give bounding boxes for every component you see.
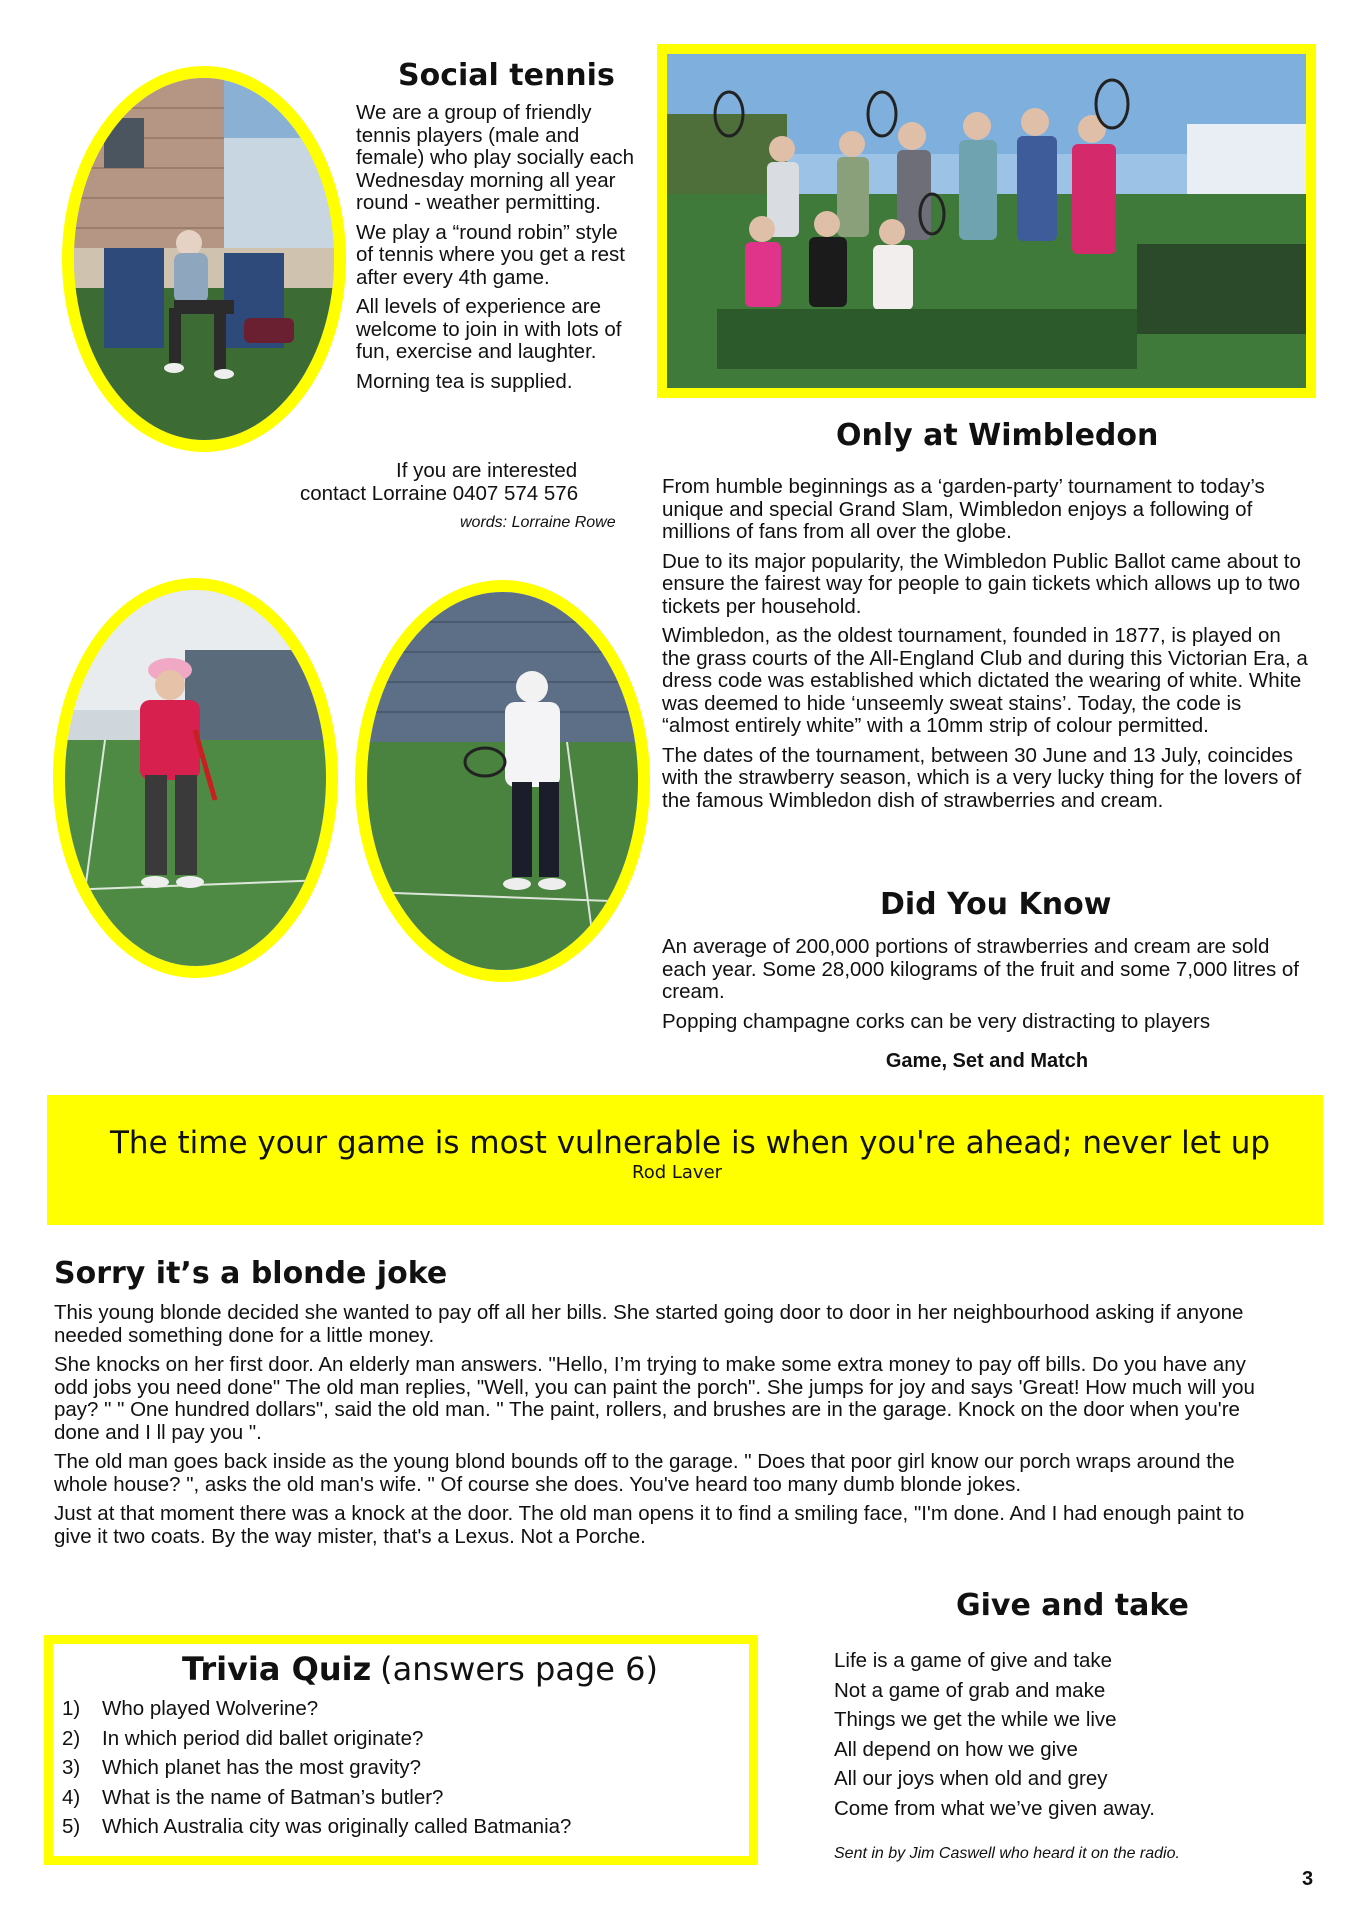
- trivia-question-text: Which planet has the most gravity?: [102, 1756, 422, 1779]
- wimbledon-title: Only at Wimbledon: [836, 418, 1159, 453]
- trivia-question: [62, 1724, 571, 1754]
- quote-author: Rod Laver: [632, 1162, 723, 1183]
- social-contact-line-1: If you are interested: [396, 459, 578, 482]
- wimbledon-paragraph: The dates of the tournament, between 30 June and 13 July, coincides with the strawberry season, which is a very lucky thing for the lovers of the famous Wimbledon dish of strawberries and cream.: [662, 743, 1302, 812]
- poem-line: Come from what we’ve given away.: [834, 1796, 1155, 1820]
- wimbledon-paragraph: Wimbledon, as the oldest tournament, founded in 1877, is played on the grass courts of the All-England Club and during this Victorian Era, a dress code was established which dictated the wearing of white. White was deemed to hide ‘unseemly sweat stains’. Today, the code is “almost entirely white” with a 10mm strip of colour permitted.: [662, 624, 1308, 737]
- social-credit: words: Lorraine Rowe: [460, 514, 616, 531]
- social-paragraph: Morning tea is supplied.: [356, 369, 573, 393]
- trivia-title-main: Trivia Quiz: [182, 1650, 372, 1688]
- trivia-question-number: 2): [62, 1726, 81, 1750]
- trivia-question-text: Who played Wolverine?: [102, 1697, 319, 1720]
- social-tennis-text: [356, 102, 638, 400]
- did-you-know-title: Did You Know: [880, 887, 1112, 922]
- give-and-take-title: Give and take: [956, 1588, 1189, 1623]
- social-contact-line-2: contact Lorraine 0407 574 576: [300, 482, 579, 505]
- trivia-question: [62, 1694, 571, 1724]
- poem-line: All our joys when old and grey: [834, 1767, 1108, 1790]
- page-number: 3: [1302, 1868, 1314, 1890]
- quote-text: The time your game is most vulnerable is when you're ahead; never let up: [110, 1125, 1271, 1161]
- social-paragraph: We are a group of friendly tennis players (male and female) who play socially each Wednesday morning all year round - weather permitting.: [356, 101, 635, 214]
- trivia-question-number: 4): [62, 1785, 81, 1809]
- joke-paragraph: Just at that moment there was a knock at the door. The old man opens it to find a smiling face, "I'm done. And I had enough paint to give it two coats. By the way mister, that's a Lexus. Not a Porche.: [54, 1502, 1245, 1548]
- trivia-subtitle: (answers page 6): [380, 1650, 658, 1688]
- trivia-question-number: 5): [62, 1815, 81, 1838]
- trivia-question-number: 1): [62, 1697, 81, 1720]
- oval-photo-player-white-top: [355, 580, 650, 982]
- social-paragraph: We play a “round robin” style of tennis where you get a rest after every 4th game.: [356, 220, 625, 289]
- joke-paragraph: This young blonde decided she wanted to pay off all her bills. She started going door to door in her neighbourhood asking if anyone needed something done for a little money.: [54, 1301, 1244, 1347]
- oval-photo-player-pink-top: [53, 578, 338, 978]
- wimbledon-text: [662, 476, 1312, 819]
- poem-line: Life is a game of give and take: [834, 1649, 1113, 1672]
- poem-line: All depend on how we give: [834, 1737, 1078, 1761]
- trivia-question: [62, 1783, 571, 1813]
- trivia-question-text: Which Australia city was originally called Batmania?: [102, 1815, 572, 1838]
- did-you-know-closing: Game, Set and Match: [885, 1050, 1089, 1072]
- trivia-question-list: [62, 1694, 571, 1842]
- poem-line: Things we get the while we live: [834, 1708, 1117, 1731]
- trivia-title: [182, 1650, 658, 1688]
- trivia-question: [62, 1753, 571, 1783]
- give-and-take-poem: [834, 1646, 1155, 1823]
- trivia-question: [62, 1812, 571, 1842]
- trivia-question-text: What is the name of Batman’s butler?: [102, 1785, 444, 1809]
- poem-line: Not a game of grab and make: [834, 1678, 1106, 1702]
- joke-text: [54, 1302, 1274, 1555]
- did-you-know-paragraph: Popping champagne corks can be very distracting to players: [662, 1009, 1211, 1033]
- did-you-know-paragraph: An average of 200,000 portions of strawberries and cream are sold each year. Some 28,000 kilograms of the fruit and some 7,000 litres of cream.: [662, 935, 1299, 1003]
- joke-paragraph: The old man goes back inside as the young blond bounds off to the garage. " Does that poor girl know our porch wraps around the whole house? ", asks the old man's wife. " Of course she does. You've heard too many dumb blonde jokes.: [54, 1450, 1235, 1496]
- social-tennis-title: Social tennis: [398, 58, 615, 93]
- group-photo-tennis-players: [657, 44, 1316, 398]
- wimbledon-paragraph: From humble beginnings as a ‘garden-party’ tournament to today’s unique and special Grand Slam, Wimbledon enjoys a following of millions of fans from all over the globe.: [662, 475, 1265, 543]
- trivia-question-text: In which period did ballet originate?: [102, 1726, 424, 1750]
- wimbledon-paragraph: Due to its major popularity, the Wimbledon Public Ballot came about to ensure the fairest way for people to gain tickets which allows up to two tickets per household.: [662, 549, 1301, 618]
- social-paragraph: All levels of experience are welcome to join in with lots of fun, exercise and laughter.: [356, 295, 622, 363]
- oval-photo-seated-player: [62, 66, 346, 452]
- trivia-question-number: 3): [62, 1756, 81, 1779]
- give-and-take-credit: Sent in by Jim Caswell who heard it on the radio.: [834, 1845, 1180, 1862]
- joke-title: Sorry it’s a blonde joke: [54, 1256, 448, 1291]
- joke-paragraph: She knocks on her first door. An elderly man answers. "Hello, I’m trying to make some extra money to pay off bills. Do you have any odd jobs you need done" The old man replies, "Well, you can paint the porch". She jumps for joy and says 'Great! How much will you pay? " " One hundred dollars", said the old man. " The paint, rollers, and brushes are in the garage. Knock on the door when you're done and I ll pay you ".: [54, 1353, 1255, 1444]
- did-you-know-text: [662, 936, 1312, 1040]
